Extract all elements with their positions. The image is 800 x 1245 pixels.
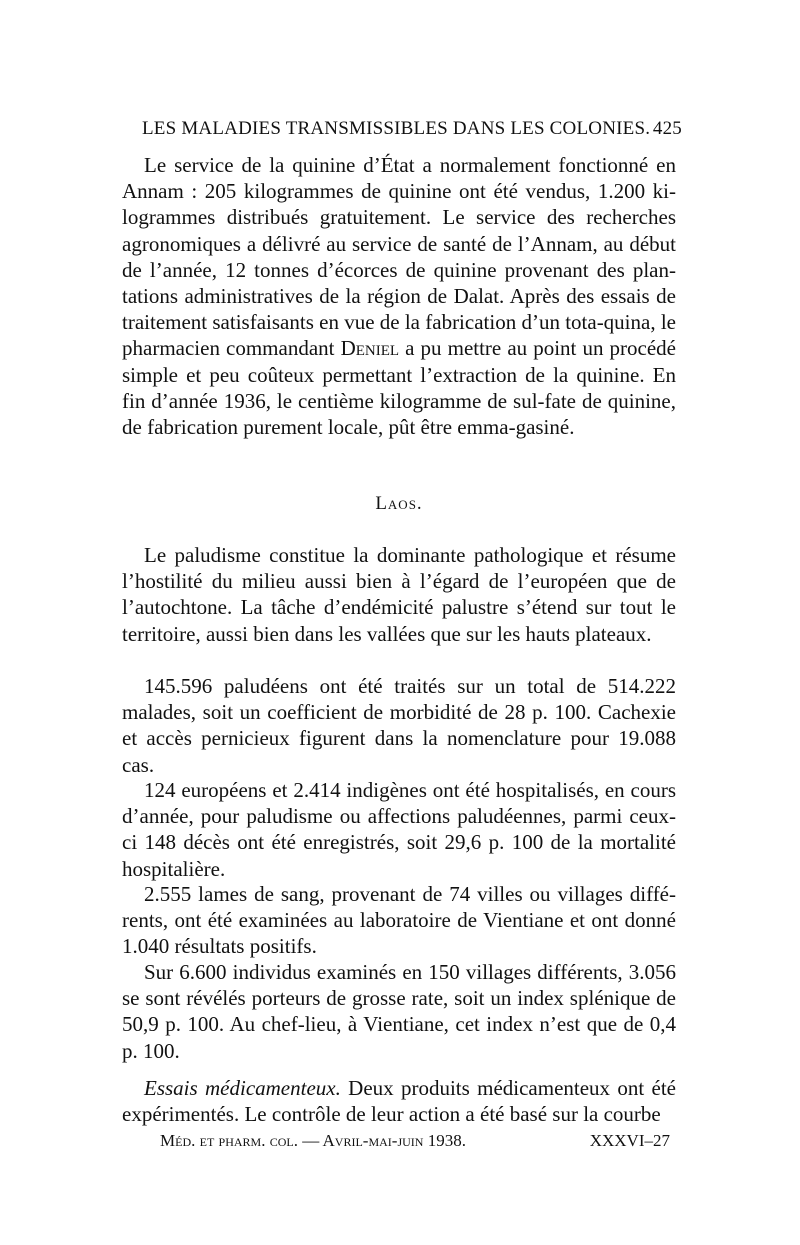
essais-label: Essais médicamenteux. bbox=[144, 1076, 341, 1100]
person-name: Deniel bbox=[340, 336, 400, 361]
page-number: 425 bbox=[652, 118, 682, 139]
paragraph-quinine-service bbox=[122, 152, 676, 440]
essais-text: Deux produits médicamenteux ont été expérimentés. Le contrôle de leur action a été basé sur la courbe bbox=[122, 1076, 676, 1127]
running-title: LES MALADIES TRANSMISSIBLES DANS LES COLONIES. bbox=[142, 118, 651, 139]
paragraph-essais bbox=[122, 1075, 676, 1127]
paragraph-laos-5: Sur 6.600 individus examinés en 150 villages différents, 3.056 se sont révélés porteurs de grosse rate, soit un index splénique de 50,9 p. 100. Au chef-lieu, à Vientiane, cet index n’est que de 0,4 p. 100. bbox=[122, 960, 676, 1063]
journal-reference: Méd. et pharm. col. — Avril-mai-juin 1938. bbox=[160, 1131, 466, 1150]
paragraph-laos-4: 2.555 lames de sang, provenant de 74 villes ou villages diffé-rents, ont été examinées au laboratoire de Vientiane et ont donné 1.040 résultats positifs. bbox=[122, 882, 676, 959]
paragraph-laos-2: 145.596 paludéens ont été traités sur un total de 514.222 malades, soit un coefficient de morbidité de 28 p. 100. Cachexie et accès pernicieux figurent dans la nomenclature pour 19.088 cas. bbox=[122, 674, 676, 777]
paragraph-text: Le service de la quinine d’État a normalement fonctionné en Annam : 205 kilogrammes de quinine ont été vendus, 1.200 ki-logrammes distribués gratuitement. Le service des recherches agronomiques a délivré au service de santé de l’Annam, au début de l’année, 12 tonnes d’écorces de quinine provenant des plan-tations administratives de la région de Dalat. Après des essais de traitement satisfaisants en vue de la fabrication d’un tota-quina, le pharmacien commandant bbox=[122, 153, 676, 361]
section-title-laos: Laos. bbox=[375, 493, 423, 514]
paragraph-text-continued: a pu mettre au point un procédé simple et peu coûteux permettant l’extraction de la quinine. En fin d’année 1936, le centième kilogramme de sul-fate de quinine, de fabrication purement locale, pût être emma-gasiné. bbox=[122, 336, 677, 440]
paragraph-laos-3: 124 européens et 2.414 indigènes ont été hospitalisés, en cours d’année, pour paludisme ou affections paludéennes, parmi ceux-ci 148 décès ont été enregistrés, soit 29,6 p. 100 de la mortalité hospitalière. bbox=[122, 778, 676, 881]
signature-mark: XXXVI–27 bbox=[589, 1131, 670, 1150]
paragraph-laos-1: Le paludisme constitue la dominante pathologique et résume l’hostilité du milieu aussi bien à l’égard de l’européen que de l’autochtone. La tâche d’endémicité palustre s’étend sur tout le territoire, aussi bien dans les vallées que sur les hauts plateaux. bbox=[122, 543, 676, 646]
